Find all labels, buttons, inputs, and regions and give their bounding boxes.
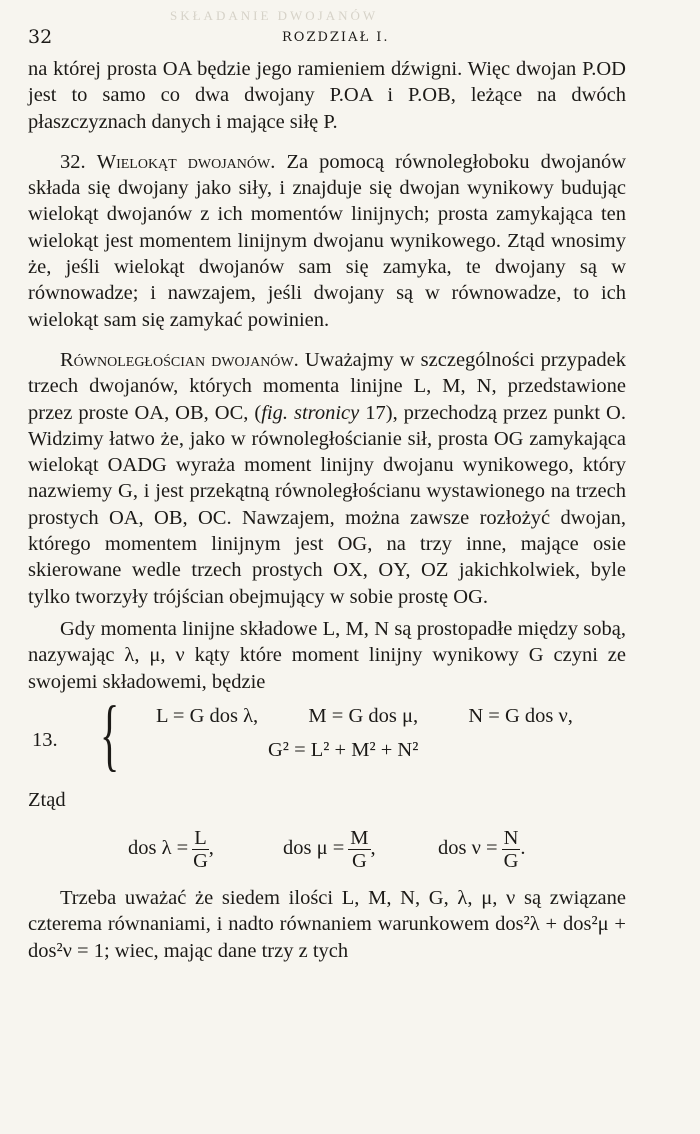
- denominator: G: [503, 850, 519, 873]
- page-header: [28, 12, 628, 48]
- numerator: N: [503, 827, 519, 850]
- ztad-label: Ztąd: [28, 788, 66, 811]
- subsection-title: Równoległościan dwojanów.: [60, 348, 299, 371]
- page-number: 32: [28, 26, 53, 48]
- subsection-text-b: 17), przechodzą przez punkt O. Widzimy łatwo że, jako w równoległościanie sił, prosta OG zamykająca wielokąt OADG wyraża moment linijny dwojanu wynikowego, który nazwiemy G, i jest przekątną równoległościanu wystawionego na trzech prostych OA, OB, OC. Nawzajem, można zawsze rozłożyć dwojan, którego momentem linijnym jest OG, na trzy inne, mające osie skierowane wedle trzech prostych OX, OY, OZ jakichkolwiek, byle tylko tworzyły trójścian obejmujący w sobie prostę OG.: [28, 401, 626, 608]
- equation-line-1: [156, 703, 573, 729]
- perpendicular-paragraph: Gdy momenta linijne składowe L, M, N są prostopadłe między sobą, nazywając λ, μ, ν kąty które moment linijny wynikowy G czyni ze swojemi składowemi, będzie: [28, 617, 626, 693]
- fraction: [348, 827, 370, 872]
- subsection-text-a: Uważajmy w szczególności przypadek trzech dwojanów, których momenta linijne L, M, N, przedstawione przez proste OA, OB, OC, (: [28, 348, 626, 424]
- ratio-nu: [438, 827, 526, 872]
- section-text: Za pomocą równoległoboku dwojanów składa się dwojany jako siły, i znajduje się dwojan wynikowy budując wielokąt dwojanów z ich momentów linijnych; prosta zamykająca ten wielokąt jest momentem linijnym dwojanu wynikowego. Ztąd wnosimy że, jeśli wielokąt dwojanów sam się zamyka, te dwojany są w równowadze; i nawzajem, jeśli dwojany są w równowadze, to ich wielokąt sam się zamykać powinien.: [28, 150, 626, 331]
- ratio-equations: [28, 813, 626, 885]
- ratio-lhs: dos λ =: [128, 837, 189, 860]
- section-number: 32.: [60, 150, 86, 173]
- equation-line-2: G² = L² + M² + N²: [268, 738, 419, 761]
- ratio-tail: .: [520, 837, 526, 860]
- ratio-tail: ,: [370, 837, 376, 860]
- fraction: [192, 827, 209, 872]
- ratio-lhs: dos ν =: [438, 837, 498, 860]
- numerator: M: [350, 827, 369, 850]
- equation-number: 13.: [32, 728, 58, 751]
- running-title: ROZDZIAŁ I.: [282, 30, 390, 45]
- equation-13: [28, 690, 626, 787]
- parallelepiped-paragraph: [28, 347, 626, 610]
- eq-m: M = G dos μ,: [308, 704, 419, 727]
- paragraph-continuation: na której prosta OA będzie jego ramieniem dźwigni. Więc dwojan P.OD jest to samo co dwa dwojany P.OA i P.OB, leżące na dwóch płaszczyznach danych i mające siłę P.: [28, 58, 626, 133]
- section-32: [28, 149, 626, 333]
- fraction: [502, 827, 521, 872]
- ratio-tail: ,: [208, 837, 214, 860]
- ratio-lhs: dos μ =: [283, 837, 345, 860]
- denominator: G: [351, 850, 367, 873]
- ratio-lambda: [128, 827, 214, 872]
- brace-symbol: {: [100, 690, 120, 779]
- numerator: L: [194, 827, 207, 850]
- eq-n: N = G dos ν,: [468, 704, 573, 727]
- bleed-through-text: SKŁADANIE DWOJANÓW: [170, 8, 379, 23]
- figure-reference: fig. stronicy: [261, 401, 360, 424]
- ratio-mu: [283, 827, 376, 872]
- page-body: [28, 56, 626, 964]
- eq-l: L = G dos λ,: [156, 704, 259, 727]
- denominator: G: [193, 850, 208, 873]
- final-paragraph: Trzeba uważać że siedem ilości L, M, N, G, λ, μ, ν są związane czterema równaniami, i nadto równaniem warunkowem dos²λ + dos²μ + dos²ν = 1; wiec, mając dane trzy z tych: [28, 887, 626, 962]
- section-title: Wielokąt dwojanów.: [96, 150, 276, 173]
